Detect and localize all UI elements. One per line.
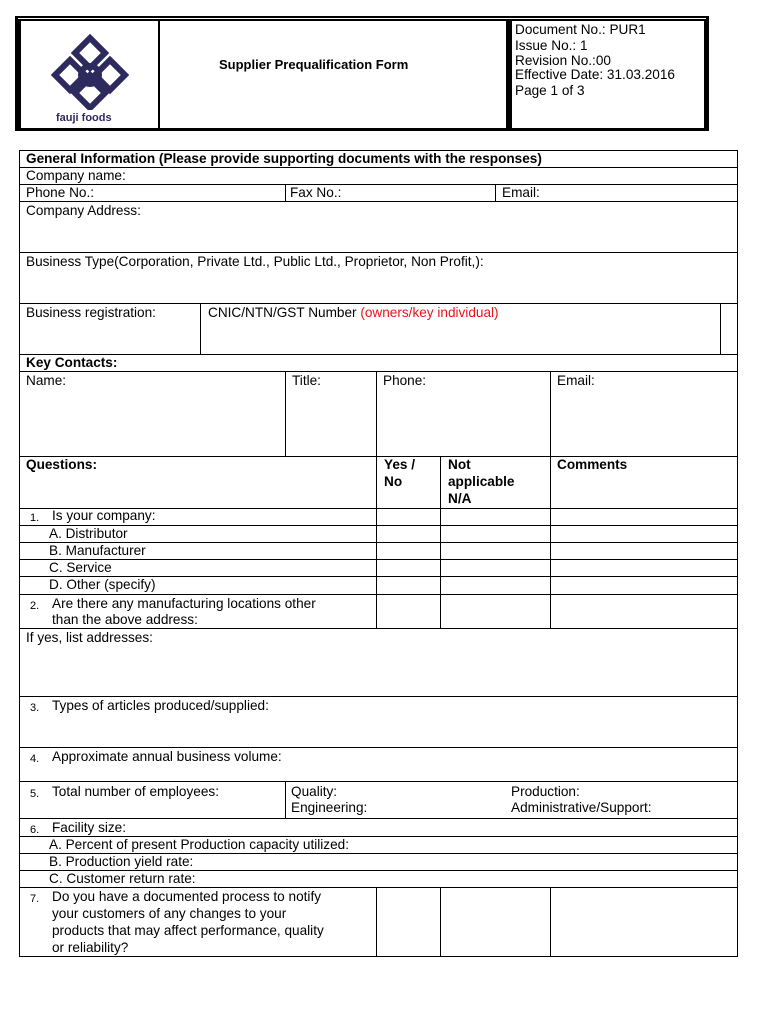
business-registration-label: Business registration:: [26, 305, 156, 320]
q1-number: 1.: [30, 512, 40, 524]
yes-no-heading-1: Yes /: [384, 457, 415, 472]
q5-production-label: Production:: [511, 784, 580, 799]
q2-number: 2.: [30, 600, 40, 612]
company-name-label: Company name:: [26, 168, 126, 183]
yes-no-heading-2: No: [384, 474, 403, 489]
revision-number: Revision No.:00: [515, 53, 611, 68]
questions-heading: Questions:: [26, 457, 97, 472]
q1-option-d: D. Other (specify): [49, 577, 156, 592]
q6-option-c: C. Customer return rate:: [49, 871, 196, 886]
q3-number: 3.: [30, 702, 40, 714]
contact-name-label: Name:: [26, 373, 67, 388]
q5-quality-label: Quality:: [291, 784, 338, 799]
effective-date: Effective Date: 31.03.2016: [515, 67, 675, 82]
contact-email-label: Email:: [557, 373, 595, 388]
q5-admin-label: Administrative/Support:: [511, 800, 652, 815]
cnic-label-text: CNIC/NTN/GST Number: [208, 305, 361, 320]
form-title: Supplier Prequalification Form: [219, 57, 409, 72]
q7-line-2: your customers of any changes to your: [52, 906, 287, 921]
q3-text: Types of articles produced/supplied:: [52, 698, 269, 713]
phone-label: Phone No.:: [26, 185, 95, 200]
q6-text: Facility size:: [52, 820, 127, 835]
q6-number: 6.: [30, 824, 40, 836]
contact-title-label: Title:: [292, 373, 321, 388]
na-heading-1: Not: [448, 457, 471, 472]
q5-number: 5.: [30, 788, 40, 800]
fax-label: Fax No.:: [290, 185, 342, 200]
company-address-label: Company Address:: [26, 203, 141, 218]
email-label: Email:: [502, 185, 540, 200]
cnic-note: (owners/key individual): [360, 305, 499, 320]
q1-text: Is your company:: [52, 508, 156, 523]
key-contacts-heading: Key Contacts:: [26, 355, 118, 370]
q6-option-a: A. Percent of present Production capacity utilized:: [49, 837, 349, 852]
q7-line-1: Do you have a documented process to notify: [52, 889, 322, 904]
q1-option-a: A. Distributor: [49, 526, 128, 541]
q7-line-4: or reliability?: [52, 940, 129, 955]
business-type-label: Business Type(Corporation, Private Ltd., Public Ltd., Proprietor, Non Profit,):: [26, 254, 484, 269]
doc-number: Document No.: PUR1: [515, 22, 646, 37]
header-title-cell: [160, 21, 506, 128]
q2-line-2: than the above address:: [52, 612, 198, 627]
q2-line-1: Are there any manufacturing locations other: [52, 596, 316, 611]
q5-text: Total number of employees:: [52, 784, 219, 799]
na-heading-2: applicable: [448, 474, 515, 489]
logo-text: fauji foods: [56, 112, 112, 124]
q1-option-b: B. Manufacturer: [49, 543, 146, 558]
comments-heading: Comments: [557, 457, 628, 472]
cnic-label: [208, 305, 499, 321]
q5-engineering-label: Engineering:: [291, 800, 368, 815]
q6-option-b: B. Production yield rate:: [49, 854, 194, 869]
if-yes-addresses-label: If yes, list addresses:: [26, 630, 153, 645]
na-heading-3: N/A: [448, 491, 472, 506]
q7-line-3: products that may affect performance, quality: [52, 923, 324, 938]
q1-option-c: C. Service: [49, 560, 112, 575]
q4-number: 4.: [30, 753, 40, 765]
contact-phone-label: Phone:: [383, 373, 427, 388]
general-info-heading: General Information (Please provide supporting documents with the responses): [26, 151, 542, 166]
q4-text: Approximate annual business volume:: [52, 749, 282, 764]
page-number: Page 1 of 3: [515, 83, 585, 98]
q7-number: 7.: [30, 893, 40, 905]
issue-number: Issue No.: 1: [515, 38, 588, 53]
